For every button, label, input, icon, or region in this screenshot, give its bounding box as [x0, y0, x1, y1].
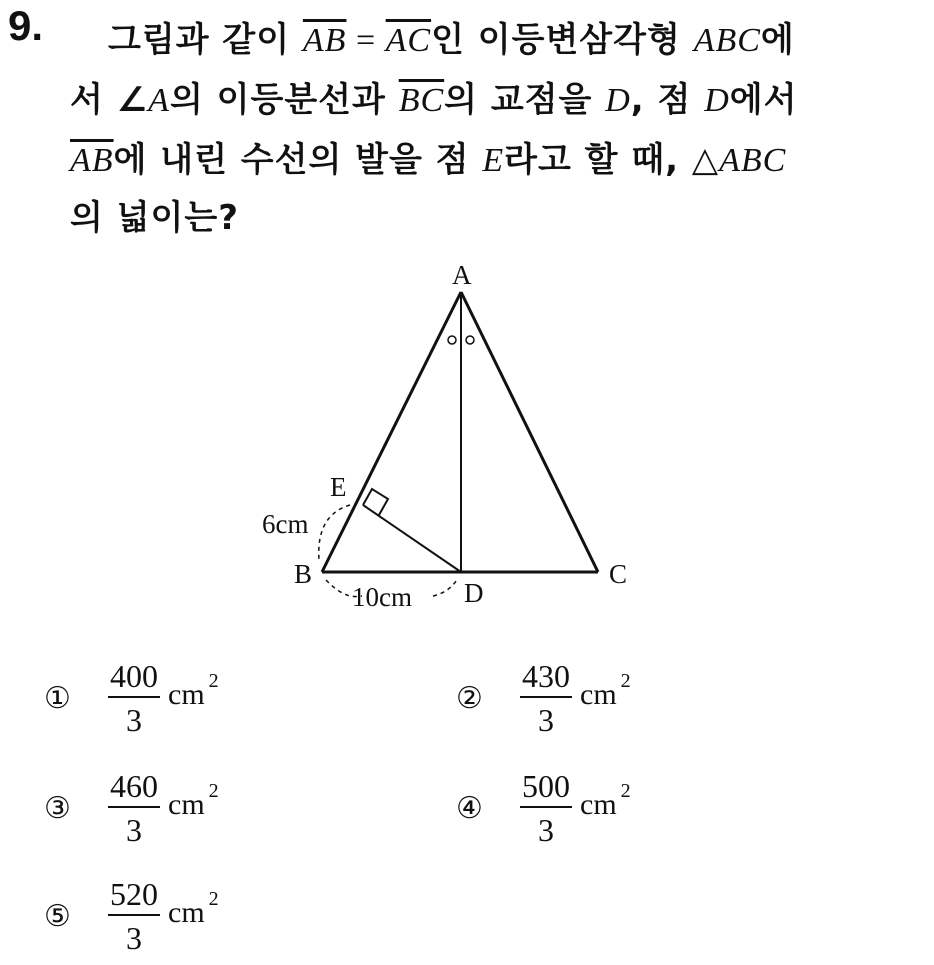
question-number: 9. [8, 2, 44, 49]
right-angle-mark [363, 489, 388, 515]
angle-mark-right [466, 336, 474, 344]
label-a: A [452, 260, 472, 290]
numerator: 520 [108, 878, 160, 916]
q-text: 인 이등변삼각형 [431, 20, 694, 60]
numerator: 430 [520, 660, 572, 698]
numerator: 400 [108, 660, 160, 698]
q-text: 라고 할 때, △ [504, 140, 720, 180]
choice-mark: ① [44, 680, 71, 716]
unit-exponent: 2 [208, 780, 219, 802]
denominator: 3 [126, 702, 142, 738]
label-d: D [464, 578, 484, 608]
unit [168, 888, 219, 930]
side-ab [322, 292, 461, 572]
unit [580, 670, 631, 712]
unit-text: cm [168, 678, 205, 711]
unit [168, 670, 219, 712]
denominator: 3 [126, 812, 142, 848]
length-bd: 10cm [352, 582, 412, 612]
equals-sign: = [346, 22, 386, 59]
unit-text: cm [168, 896, 205, 929]
unit [580, 780, 631, 822]
numerator: 500 [520, 770, 572, 808]
fraction [108, 660, 160, 736]
segment-ab: $\overline{AB}$ [302, 22, 347, 59]
q-text: 의 교점을 [444, 80, 606, 120]
unit-text: cm [580, 788, 617, 821]
unit-exponent: 2 [208, 888, 219, 910]
label-b: B [294, 559, 313, 589]
perpendicular-de [363, 505, 461, 572]
label-c: C [609, 559, 628, 589]
angle-a: A [148, 82, 170, 119]
point-d: D [704, 82, 730, 119]
denominator: 3 [538, 702, 554, 738]
choice-mark: ② [456, 680, 483, 716]
choice-4[interactable] [456, 768, 631, 848]
length-be: 6cm [262, 509, 309, 539]
dimension-arc-be [319, 505, 350, 560]
segment-ac: $\overline{AC}$ [385, 22, 432, 59]
q-text: 그림과 같이 [108, 20, 303, 60]
denominator: 3 [126, 920, 142, 956]
segment-bc: $\overline{BC}$ [398, 82, 445, 119]
choice-5[interactable] [44, 876, 219, 956]
q-text: 의 이등분선과 [169, 80, 399, 120]
q-text: 에 내린 수선의 발을 점 [113, 140, 483, 180]
fraction [108, 878, 160, 954]
unit-text: cm [580, 678, 617, 711]
q-text: 에 [760, 20, 795, 60]
unit-text: cm [168, 788, 205, 821]
point-d: D [605, 82, 631, 119]
unit-exponent: 2 [620, 670, 631, 692]
segment-ab: $\overline{AB}$ [70, 142, 114, 179]
triangle-abc: ABC [693, 22, 761, 59]
unit-exponent: 2 [620, 780, 631, 802]
label-e: E [330, 472, 347, 502]
choice-mark: ⑤ [44, 898, 71, 934]
unit [168, 780, 219, 822]
triangle-abc: ABC [719, 142, 787, 179]
fraction [520, 660, 572, 736]
fraction [108, 770, 160, 846]
q-text: 의 넓이는? [70, 198, 239, 238]
q-text: , 점 [630, 80, 705, 120]
choice-1[interactable] [44, 658, 219, 738]
choice-3[interactable] [44, 768, 219, 848]
numerator: 460 [108, 770, 160, 808]
q-text: 서 ∠ [70, 80, 149, 120]
choice-2[interactable] [456, 658, 631, 738]
choice-mark: ③ [44, 790, 71, 826]
q-text: 에서 [729, 80, 798, 120]
angle-mark-left [448, 336, 456, 344]
side-ac [461, 292, 598, 572]
unit-exponent: 2 [208, 670, 219, 692]
fraction [520, 770, 572, 846]
point-e: E [482, 142, 505, 179]
choice-mark: ④ [456, 790, 483, 826]
denominator: 3 [538, 812, 554, 848]
